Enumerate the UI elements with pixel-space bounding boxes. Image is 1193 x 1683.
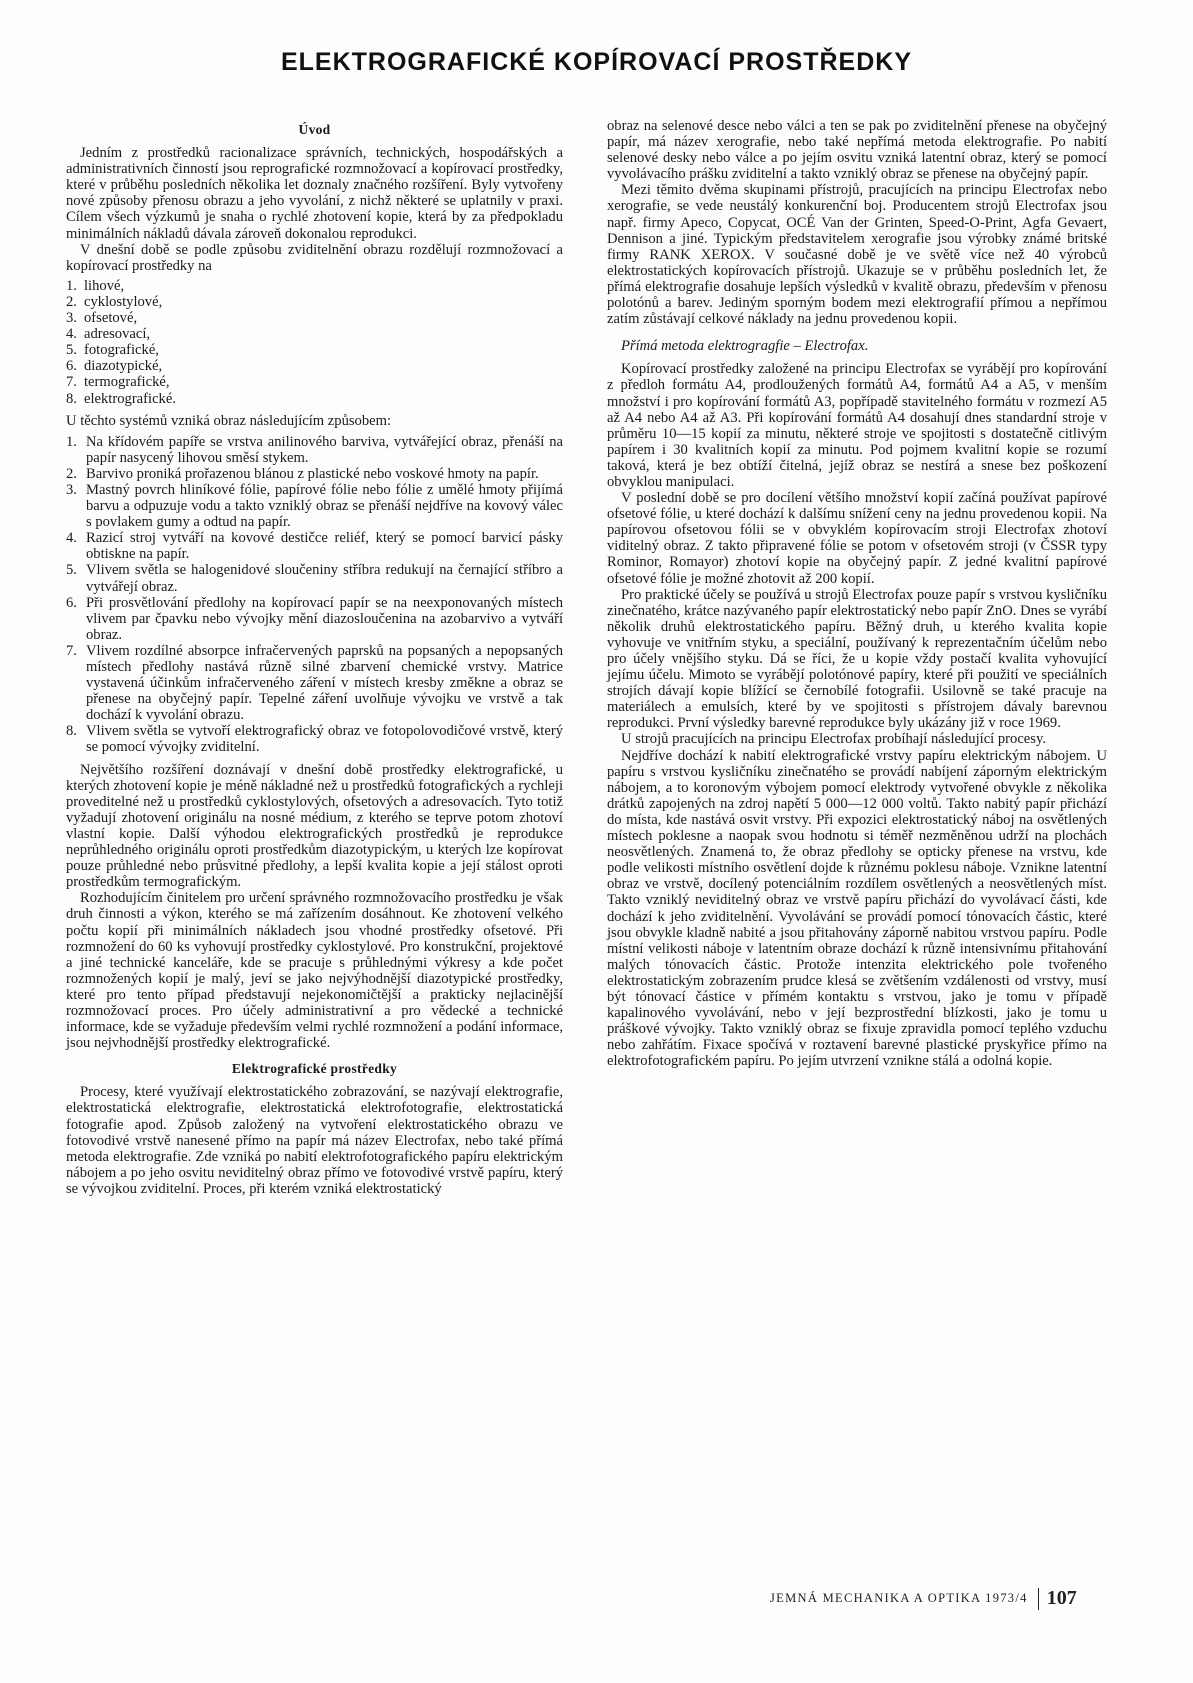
paragraph: Procesy, které využívají elektrostatického zobrazování, se nazývají elektrografie, elektrostatická elektrografie, elektrostatická elektrofotografie, elektrostatická fotografie apod. Způsob založený na vytvoření elektrostatického obrazu ve fotovodivé vrstvě nanesené přímo na papír má název Electrofax, nebo také přímá metoda elektrografie. Zde vzniká po nabití elektrofotografického papíru elektrickým nábojem a po jeho osvitu neviditelný obraz přímo ve fotovodivé vrstvě papíru, který se vývojkou zviditelní. Proces, při kterém vzniká elektrostatický (66, 1084, 563, 1197)
page-number: 107 (1046, 1587, 1077, 1609)
list-item: 7. termografické, (66, 374, 170, 391)
paragraph: Rozhodujícím činitelem pro určení správného rozmnožovacího prostředku je však druh činnosti a výkon, kterého se má zařízením dosáhnout. Ke zhotovení velkého počtu kopií při minimálních nákladech jsou vhodné prostředky ofsetové. Při rozmnožení do 60 ks vyhovují prostředky cyklostylové. Pro konstrukční, projektové a jiné technické kanceláře, kde se pracuje s průhlednými výkresy a kde počet rozmnožených kopií je malý, jeví se jako nejvýhodnější diazotypické prostředky, které pro tento případ představují nejekonomičtější a prakticky nejlacinější rozmnožovací proces. Pro účely administrativní a pro vědecké a technické informace, kde se vyžaduje především velmi rychlé rozmnožení a podání informace, jsou nejvhodnější prostředky elektrografické. (66, 890, 563, 1052)
list-item: 6. Při prosvětlování předlohy na kopírovací papír se na neexponovaných místech vlivem par čpavku nebo vývojky mění diazosloučenina na azobarvivo a vytváří obraz. (66, 594, 563, 643)
list-item: 6. diazotypické, (66, 358, 163, 375)
page-footer (770, 1587, 1077, 1610)
process-list (66, 434, 563, 756)
list-item: 2. Barvivo proniká prořazenou blánou z plastické nebo voskové hmoty na papír. (66, 465, 539, 482)
paragraph: Největšího rozšíření doznávají v dnešní době prostředky elektrografické, u kterých zhotovení kopie je méně nákladné než u prostředků fotografických a rychleji proveditelné než u prostředků cyklostylových, ofsetových a adresovacích. Tyto totiž vyžadují zhotovení originálu na nosné médium, z kterého se teprve potom zhotoví vlastní kopie. Další výhodou elektrografických prostředků je reprodukce neprůhledného originálu oproti prostředkům diazotypickým, u kterých lze kopírovat pouze průhledné nebo průsvitné předlohy, a lepší kvalita kopie a její stálost oproti prostředkům termografickým. (66, 761, 563, 891)
list-item: 4. adresovací, (66, 326, 151, 343)
section-heading-elektrograficke: Elektrografické prostředky (231, 1061, 398, 1077)
list-item: 7. Vlivem rozdílné absorpce infračervených paprsků na popsaných a nepopsaných místech předlohy nastává různě silné zbarvení chemické vrstvy. Matrice vystavená účinkům infračerveného záření v místech kresby změkne a obraz se přenese na obyčejný papír. Tepelné záření uvolňuje vývojku ve vrstvě a tak dochází k vyvolání obrazu. (66, 642, 563, 724)
list-item: 5. fotografické, (66, 342, 159, 359)
paragraph: V poslední době se pro docílení většího množství kopií začíná používat papírové ofsetové fólie, u které dochází k dalšímu snížení ceny na jednu provedenou kopii. Na papírovou ofsetovou fólii se v obvyklém kopírovacím stroji Electrofax zhotoví viditelný obraz. Z takto připravené fólie se potom v ofsetovém stroji (v ČSSR typy Rominor, Romayor) zhotoví kopie na obyčejný papír. Z jedné kvalitní papírové ofsetové fólie je možné zhotovit až 200 kopií. (607, 490, 1107, 587)
list-item: 5. Vlivem světla se halogenidové sloučeniny stříbra redukují na černající stříbro a vytvářejí obraz. (66, 562, 563, 595)
footer-divider (1038, 1588, 1039, 1610)
section-heading-uvod: Úvod (298, 122, 331, 137)
list-item: 8. elektrografické. (66, 390, 176, 407)
list-item: 3. Mastný povrch hliníkové fólie, papírové fólie nebo fólie z umělé hmoty přijímá barvu a odpuzuje vodu a takto vzniklý obraz se přenáší nejdříve na kovový válec s povlakem gumy a odtud na papír. (66, 481, 563, 531)
paragraph: Pro praktické účely se používá u strojů Electrofax pouze papír s vrstvou kysličníku zinečnatého, krátce nazývaného papír elektrostatický nebo papír ZnO. Dnes se vyrábí několik druhů elektrostatického papíru. Běžný druh, u kterého kvalita kopie vyhovuje ve vnitřním styku, a speciální, používaný k reprezentačním účelům nebo pro účely vnějšího styku. Dá se říci, že u kopie vždy postačí kvalita vyhovující jejímu účelu. Mimoto se vyrábějí polotónové papíry, které při použití ve speciálních strojích dávají kopie blížící se černobílé fotografii. Usilovně se také pracuje na materiálech a emulsích, které by ve spojitosti s přístrojem dávaly barevnou reprodukci. První výsledky barevné reprodukce byly ukázány již v roce 1969. (607, 586, 1107, 732)
list-item: 8. Vlivem světla se vytvoří elektrografický obraz ve fotopolovodičové vrstvě, který se pomocí vývojky zviditelní. (66, 723, 563, 756)
paragraph: U těchto systémů vzniká obraz následujícím způsobem: (66, 412, 392, 429)
list-item: 1. Na křídovém papíře se vrstva anilinového barviva, vytvářející obraz, přenáší na papír nasycený lihovou směsí stykem. (66, 433, 563, 466)
article-title: ELEKTROGRAFICKÉ KOPÍROVACÍ PROSTŘEDKY (280, 48, 913, 76)
category-list (66, 278, 563, 407)
list-item: 1. lihové, (66, 277, 125, 294)
right-column (607, 118, 1107, 1069)
journal-name: JEMNÁ MECHANIKA A OPTIKA 1973/4 (770, 1591, 1028, 1605)
paragraph: V dnešní době se podle způsobu zviditelnění obrazu rozdělují rozmnožovací a kopírovací prostředky na (66, 241, 563, 274)
list-item: 4. Razicí stroj vytváří na kovové destičce reliéf, který se pomocí barvicí pásky obtiskne na papír. (66, 530, 563, 563)
paragraph: obraz na selenové desce nebo válci a ten se pak po zviditelnění přenese na obyčejný papír, má název xerografie, nebo také nepřímá metoda elektrografie. Po nabití selenové desky nebo válce a po jejím osvitu vzniká latentní obraz, který se pomocí vyvolávacího prášku zviditelní a takto vzniklý obraz se přenese na obyčejný papír. (607, 118, 1107, 183)
paragraph: Jedním z prostředků racionalizace správních, technických, hospodářských a administrativních činností jsou reprografické rozmnožovací a kopírovací prostředky, které v průběhu posledních několika let doznaly značného rozšíření. Byly vytvořeny nové způsoby přenosu obrazu a jeho vyvolání, z nichž některé se uplatnily v praxi. Cílem všech výzkumů je snaha o rychlé zhotovení kopie, která by za předpokladu minimálních nákladů dávala zároveň dokonalou reprodukci. (66, 145, 563, 242)
subsection-heading: Přímá metoda elektrogragfie – Electrofax. (621, 338, 869, 355)
paragraph: Kopírovací prostředky založené na principu Electrofax se vyrábějí pro kopírování z předloh formátu A4, prodloužených formátů A4, formátů A4 a A5, v menším množství i pro kopírování formátů A3, popřípadě stavitelného formátu v rozmezí A5 až A4 nebo A4 až A3. Při kopírování formátů A4 dosahují dnes standardní stroje v průměru 10—15 kopií za minutu, některé stroje ve spojitosti s dostatečně citlivým papírem i 30 kvalitních kopií za minutu. Pod pojmem kvalitní kopie se rozumí taková, která je bez obtíží čitelná, jejíž obraz se nestírá a snese bez poškození obvyklou manipulaci. (607, 361, 1107, 490)
list-item: 3. ofsetové, (66, 310, 138, 327)
list-item: 2. cyklostylové, (66, 293, 163, 310)
paragraph: Nejdříve dochází k nabití elektrografické vrstvy papíru elektrickým nábojem. U papíru s vrstvou kysličníku zinečnatého se provádí nabíjení záporným elektrickým nábojem, a to koronovým výbojem pomocí elektrody vytvořené obvykle z několika drátků zapojených na zdroj napětí 5 000—12 000 voltů. Takto nabitý papír přichází do místa, kde nastává osvit vrstvy. Při expozici elektrostatický náboj na osvětlených místech poklesne a naopak svou hodnotu si téměř nezměněnou udrží na plochách neosvětlených. Znamená to, že obraz předlohy se opticky přenese na vrstvu, kde podle velikosti místního osvětlení dojde k různému poklesu náboje. Vznikne latentní obraz ve vrstvě, docílený potenciálním rozdílem osvětlených a neosvětlených míst. Takto vzniklý neviditelný obraz ve vrstvě papíru přichází do vyvolávací části, kde dochází k jeho zviditelnění. Vyvolávání se provádí pomocí tónovacích částic, které jsou obvykle kladně nabité a jsou přitahovány záporně nabitou vrstvou papíru. Podle místní velikosti náboje v latentním obraze dochází k různě intensivnímu přitahování malých tónovacích částic. Protože intenzita elektrického pole tvořeného elektrostatickým zobrazením prudce klesá se zvětšením vzdálenosti od vrstvy, musí být tónovací částice v přímém kontaktu s vrstvou, jako je tomu v případě kapalinového vyvolávání, nebo v její bezprostřední blízkosti, jako je tomu u práškové vývojky. Takto vzniklý obraz se fixuje zpravidla pomocí teplého vzduchu nebo zahřátím. Fixace spočívá v roztavení barevné plastické pryskyřice přímo na elektrofotografickém papíru. Po jejím utvrzení vznikne stálá a odolná kopie. (607, 747, 1107, 1070)
paragraph: U strojů pracujících na principu Electrofax probíhají následující procesy. (621, 731, 1046, 748)
left-column (66, 118, 563, 1197)
paragraph: Mezi těmito dvěma skupinami přístrojů, pracujících na principu Electrofax nebo xerografie, se vede neustálý konkurenční boj. Producentem strojů Electrofax jsou např. firmy Apeco, Copycat, OCÉ Van der Grinten, Speed-O-Print, Agfa Gevaert, Dennison a jiné. Typickým představitelem xerografie jsou výrobky známé britské firmy RANK XEROX. V současné době je ve světě více než 40 výrobců elektrostatických kopírovacích přístrojů. Ukazuje se v průběhu posledních let, že přímá elektrografie dosahuje lepších výsledků v kvalitě obrazu, především v přenosu polotónů a barev. Jediným sporným bodem mezi elektrografií přímou a nepřímou zatím zůstávají celkové náklady na jednu provedenou kopii. (607, 182, 1107, 328)
